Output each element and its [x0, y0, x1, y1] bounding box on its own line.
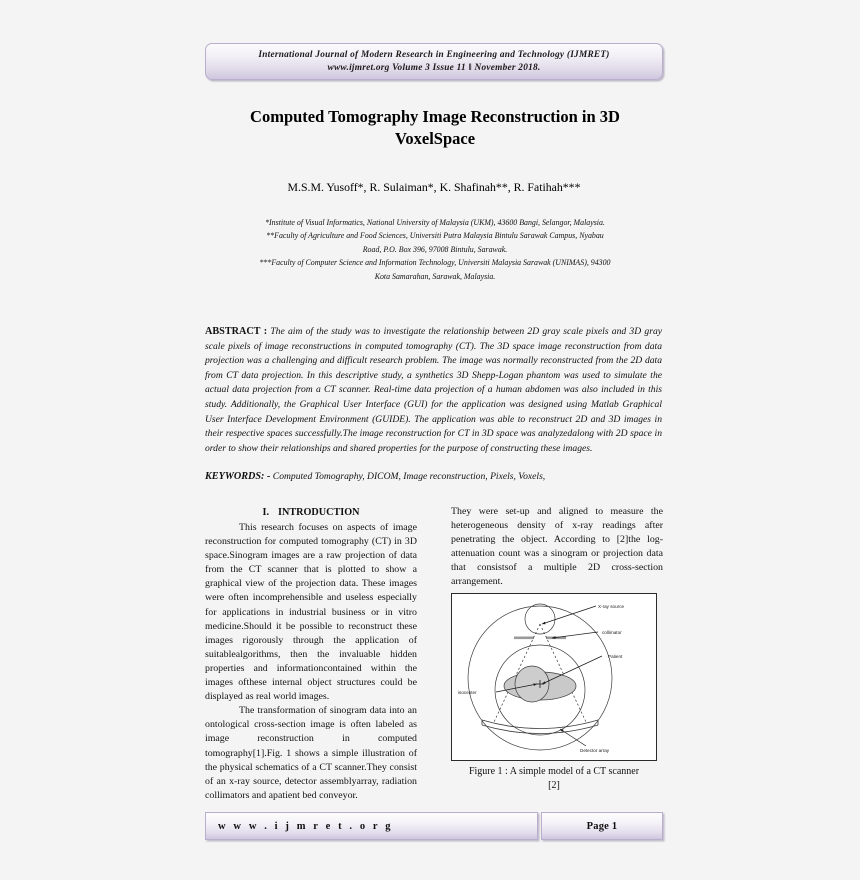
page-footer	[205, 812, 663, 840]
journal-name-line: International Journal of Modern Research in Engineering and Technology (IJMRET)	[258, 50, 610, 60]
figure-caption-line-2: [2]	[548, 780, 560, 791]
label-patient: Patient	[608, 654, 623, 659]
affiliations-block	[190, 216, 680, 283]
page-title: Computed Tomography Image Reconstruction in 3D VoxelSpace	[250, 107, 620, 148]
column-right	[451, 505, 663, 590]
abstract-section	[205, 325, 662, 456]
ct-scanner-diagram	[452, 594, 656, 760]
journal-issue-line: www.ijmret.org Volume 3 Issue 11 ‖ November 2018.	[327, 62, 541, 73]
label-xray-source: X-ray source	[598, 604, 625, 609]
page-content-area	[205, 0, 665, 880]
keywords-body: Computed Tomography, DICOM, Image reconstruction, Pixels, Voxels,	[272, 471, 546, 482]
footer-page-number: Page 1	[541, 812, 663, 840]
intro-paragraph-3: They were set-up and aligned to measure the heterogeneous density of x-ray readings after penetrating the object. According to [2]the log-attenuation count was a sinogram or projection data that consistsof a multiple 2D cross-section arrangement.	[451, 506, 663, 588]
figure-caption	[445, 765, 663, 793]
keywords-label: KEYWORDS: -	[205, 471, 271, 482]
xray-source-circle	[525, 604, 555, 634]
intro-paragraph-1: This research focuses on aspects of image reconstruction for computed tomography (CT) in 3D space.Sinogram images are a raw projection of data from the CT scanner that is plotted to show a graphical view of the projection data. These images were often incomprehensible and useless especially for applications in industrial business or in vitro medicine.Should it be possible to reconstruct these images rigorously through the application of suitablealgorithms, then the invaluable hidden properties and informationcontained within the images ofthese internal object structures could be displayed as real world images.	[205, 522, 417, 703]
affiliation-line-1: *Institute of Visual Informatics, National University of Malaysia (UKM), 43600 Bangi, Selangor, Malaysia.	[265, 218, 605, 227]
journal-header-banner	[205, 43, 663, 80]
abstract-body: The aim of the study was to investigate the relationship between 2D gray scale pixels and 3D gray scale pixels of image reconstructions in computed tomography (CT). The 3D space image reconstruction from data projection was a challenging and difficult research problem. The image was normally reconstructed from the 2D data from CT data projection. In this descriptive study, a synthetics 3D Shepp-Logan phantom was used to simulate the actual data projection from a CT scanner. Real-time data projection of a human abdomen was also included in this study. Additionally, the Graphical User Interface (GUI) for the application was designed using Matlab Graphical User Interface Development Environment (GUIDE). The application was able to reconstruct 2D and 3D images in their respective spaces successfully.The image reconstruction for CT in 3D space was analyzedalong with 2D space in order to show their relationships and shared properties for the purpose of constructing these images.	[205, 326, 662, 454]
label-detector-array: Detector array	[580, 748, 610, 753]
detector-array-arc	[482, 720, 598, 734]
section-title: INTRODUCTION	[278, 507, 360, 518]
figure-ct-scanner-model	[451, 593, 657, 761]
affiliation-line-5: Kota Samarahan, Sarawak, Malaysia.	[374, 271, 496, 281]
label-collimator: collimator	[602, 630, 622, 635]
section-number: I.	[262, 507, 269, 518]
section-heading-introduction	[205, 505, 417, 520]
body-columns	[205, 505, 663, 800]
keywords-section	[205, 470, 662, 484]
affiliation-line-2: **Faculty of Agriculture and Food Sciences, Universiti Putra Malaysia Bintulu Sarawak Campus, Nyabau	[266, 231, 604, 241]
affiliation-line-4: ***Faculty of Computer Science and Information Technology, Universiti Malaysia Sarawak (UNIMAS), 94300	[259, 258, 611, 268]
column-left	[205, 505, 417, 803]
affiliation-line-3: Road, P.O. Box 396, 97008 Bintulu, Sarawak.	[362, 244, 508, 254]
footer-website[interactable]: w w w . i j m r e t . o r g	[205, 812, 538, 840]
label-isocenter: isocenter	[458, 690, 477, 695]
figure-caption-line-1: Figure 1 : A simple model of a CT scanner	[468, 766, 640, 777]
author-list: M.S.M. Yusoff*, R. Sulaiman*, K. Shafinah**, R. Fatihah***	[287, 180, 581, 194]
intro-paragraph-2: The transformation of sinogram data into an ontological cross-section image is often labeled as image reconstruction in computed tomography[1].Fig. 1 shows a simple illustration of the physical schematics of a CT scanner.They consist of an x-ray source, detector assemblyarray, radiation collimators and apatient bed conveyor.	[205, 705, 417, 801]
abstract-label: ABSTRACT :	[205, 326, 268, 337]
